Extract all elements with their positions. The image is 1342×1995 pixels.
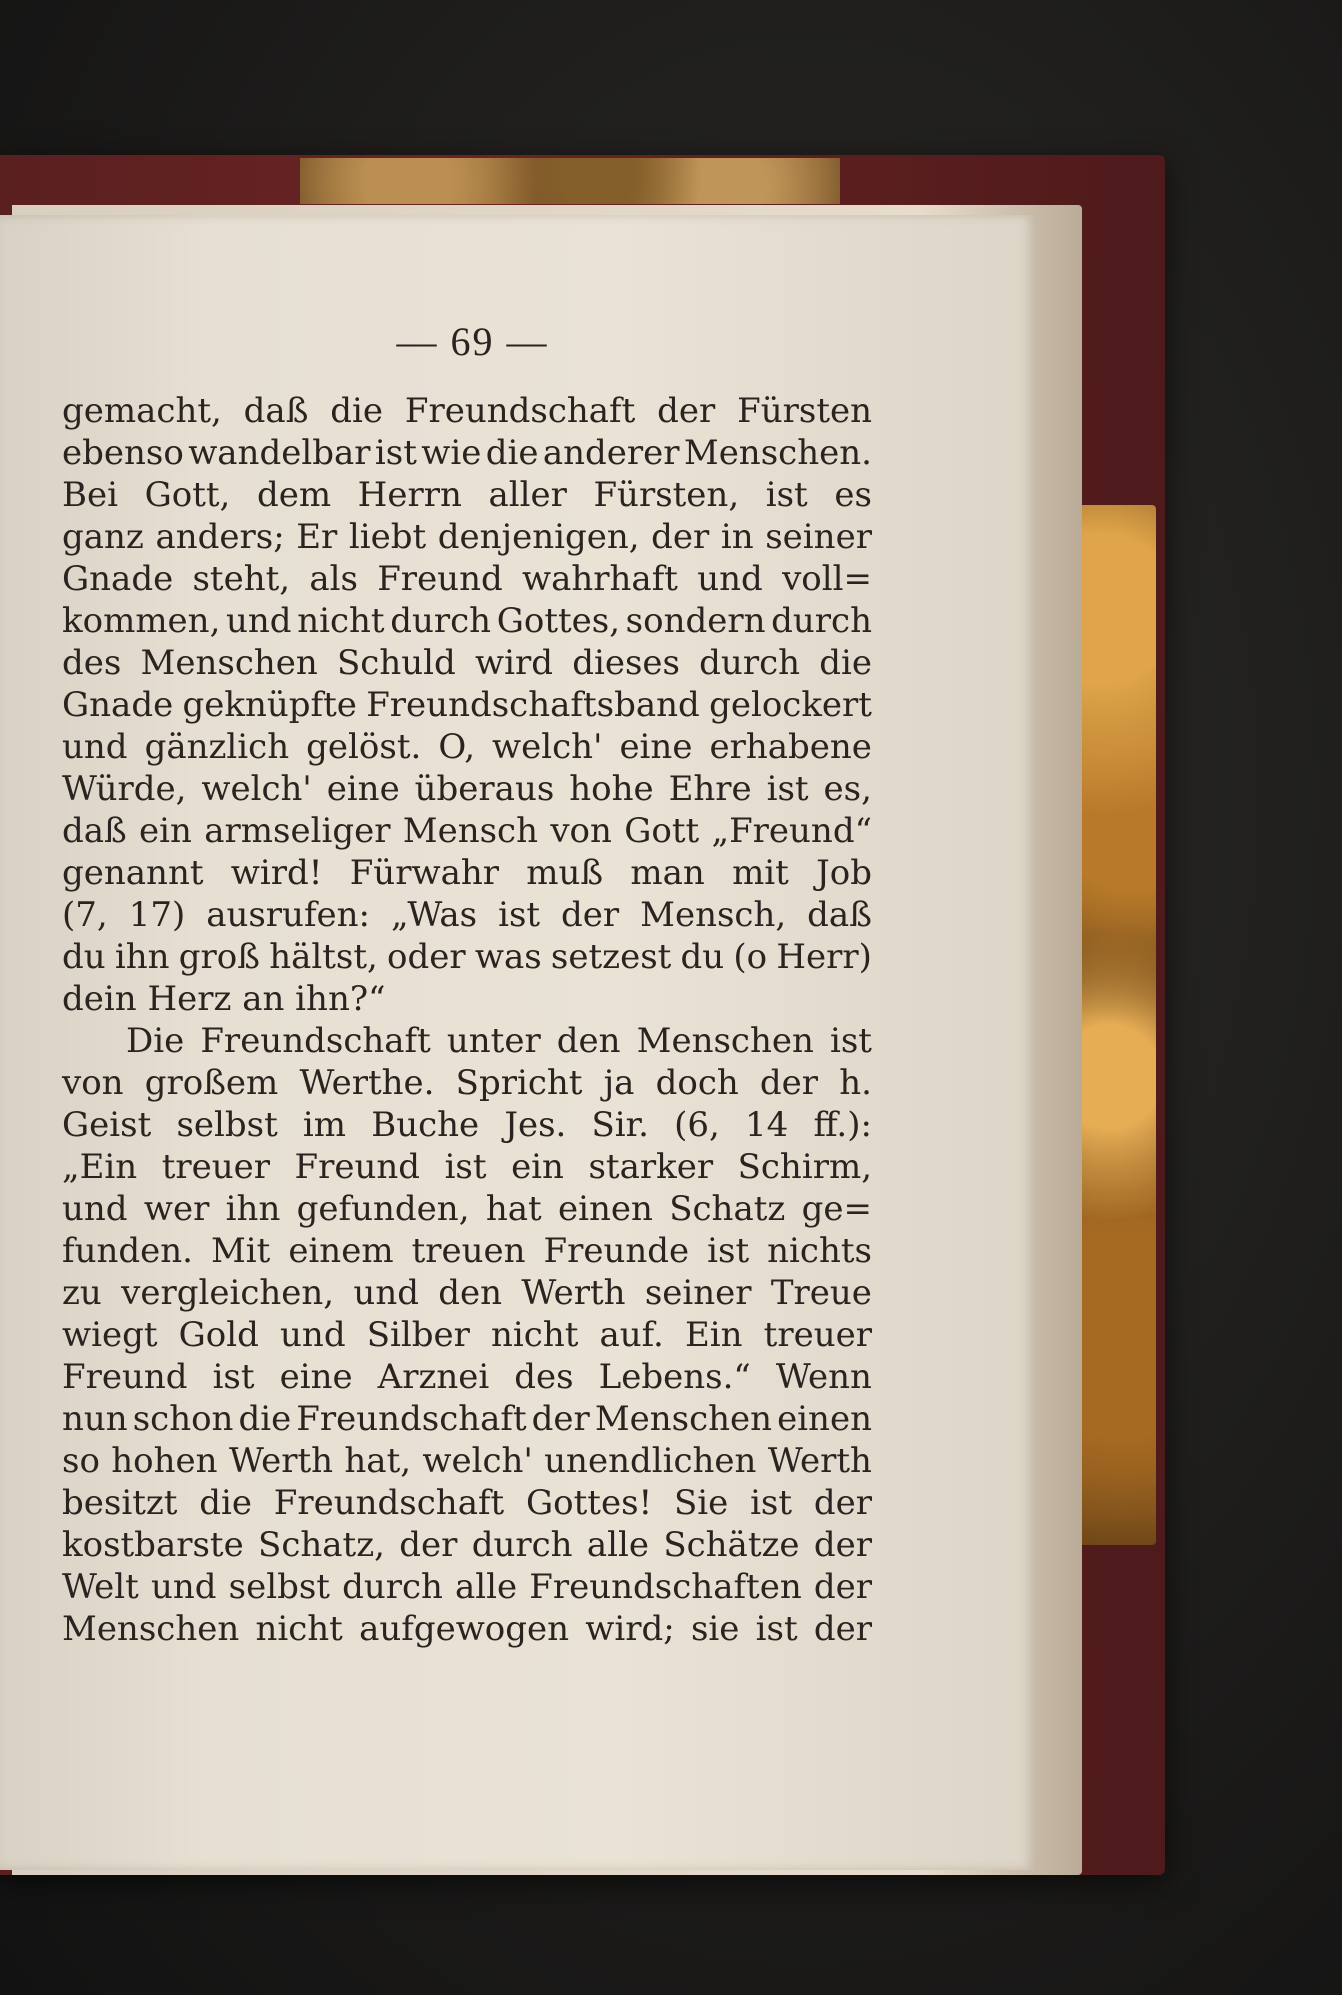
- word: der: [561, 895, 620, 935]
- word: schon: [132, 1399, 234, 1439]
- word: (7,: [62, 895, 108, 935]
- word: Arznei: [377, 1357, 490, 1397]
- word: Menschen: [62, 1609, 240, 1649]
- word: Freundschaft: [273, 1483, 505, 1523]
- word: gefunden,: [296, 1189, 470, 1229]
- word: und: [280, 1315, 346, 1355]
- text-line: [62, 642, 872, 684]
- word: muß: [526, 853, 604, 893]
- word: hältst,: [269, 937, 378, 977]
- word: und: [62, 727, 128, 767]
- word: Gott,: [144, 475, 231, 515]
- word: Menschen: [636, 1021, 814, 1061]
- text-line: [62, 684, 872, 726]
- word: vergleichen,: [121, 1273, 335, 1313]
- word: ist: [765, 475, 808, 515]
- word: die: [199, 1483, 252, 1523]
- word: Schätze: [663, 1525, 800, 1565]
- word: der: [813, 1567, 872, 1607]
- word: dem: [256, 475, 332, 515]
- text-line: [62, 936, 872, 978]
- text-line: [62, 768, 872, 810]
- word: dieses: [572, 643, 680, 683]
- word: gänzlich: [144, 727, 290, 767]
- word: groß: [178, 937, 260, 977]
- word: ihn: [225, 1189, 281, 1229]
- word: und: [353, 1273, 419, 1313]
- word: es: [834, 475, 872, 515]
- word: den: [556, 1021, 621, 1061]
- word: die: [238, 1399, 292, 1439]
- word: du: [680, 937, 725, 977]
- word: besitzt: [62, 1483, 178, 1523]
- word: von: [550, 811, 612, 851]
- word: starker: [588, 1147, 714, 1187]
- word: ist: [374, 433, 417, 473]
- word: ein: [139, 811, 192, 851]
- word: nicht: [297, 601, 385, 641]
- text-line: [62, 1440, 872, 1482]
- word: der: [759, 1063, 819, 1103]
- text-line: [62, 516, 872, 558]
- word: steht,: [192, 559, 291, 599]
- word: Gottes!: [526, 1483, 653, 1523]
- word: Fürwahr: [349, 853, 499, 893]
- word: oder: [387, 937, 466, 977]
- word: Mensch,: [640, 895, 787, 935]
- text-line: [62, 558, 872, 600]
- word: Sie: [673, 1483, 729, 1523]
- word: einem: [288, 1231, 394, 1271]
- word: von: [62, 1063, 124, 1103]
- text-line: [62, 1356, 872, 1398]
- word: die: [330, 391, 384, 431]
- word: unendlichen: [544, 1441, 757, 1481]
- word: man: [630, 853, 705, 893]
- word: Schatz: [669, 1189, 786, 1229]
- word: Gold: [178, 1315, 259, 1355]
- word: der: [651, 517, 710, 557]
- word: ist: [829, 1021, 872, 1061]
- word: durch: [699, 643, 801, 683]
- text-line: [62, 1524, 872, 1566]
- word: eine: [619, 727, 693, 767]
- word: hohe: [569, 769, 654, 809]
- word: aufgewogen: [359, 1609, 570, 1649]
- word: ge=: [801, 1189, 872, 1229]
- word: (o: [733, 937, 768, 977]
- word: der: [813, 1525, 872, 1565]
- text-line: [62, 1188, 872, 1230]
- text-line: [62, 432, 872, 474]
- word: sondern: [625, 601, 766, 641]
- word: der: [813, 1609, 872, 1649]
- word: alle: [586, 1525, 649, 1565]
- word: und: [62, 1189, 128, 1229]
- word: sie: [690, 1609, 740, 1649]
- word: Gott: [624, 811, 700, 851]
- word: Gottes,: [496, 601, 621, 641]
- text-line: [62, 894, 872, 936]
- word: Er: [296, 517, 338, 557]
- page-number: — 69 —: [396, 319, 549, 364]
- word: alle: [455, 1567, 518, 1607]
- word: Freund: [62, 1357, 188, 1397]
- word: eine: [326, 769, 400, 809]
- word: h.: [839, 1063, 872, 1103]
- word: in: [720, 517, 754, 557]
- word: Lebens.“: [598, 1357, 751, 1397]
- text-line: [62, 600, 872, 642]
- word: Freund: [377, 559, 503, 599]
- word: setzest: [550, 937, 672, 977]
- text-line: dein Herz an ihn?“: [62, 979, 386, 1019]
- word: „Freund“: [711, 811, 872, 851]
- word: Herr): [776, 937, 872, 977]
- word: die: [485, 433, 539, 473]
- text-line: [62, 1062, 872, 1104]
- word: und: [226, 601, 292, 641]
- word: durch: [771, 601, 872, 641]
- text-line: [62, 852, 872, 894]
- page-text: [62, 390, 872, 1650]
- word: armseliger: [204, 811, 391, 851]
- text-line: [62, 474, 872, 516]
- text-line: [62, 1272, 872, 1314]
- word: 14: [745, 1105, 789, 1145]
- word: liebt: [348, 517, 427, 557]
- word: seiner: [765, 517, 872, 557]
- word: es,: [823, 769, 872, 809]
- word: Spricht: [455, 1063, 583, 1103]
- word: Freundschaften: [529, 1567, 802, 1607]
- word: ihn: [114, 937, 170, 977]
- text-line: [62, 1020, 872, 1062]
- word: Fürsten,: [593, 475, 740, 515]
- text-line: [62, 390, 872, 432]
- word: der: [813, 1483, 872, 1523]
- word: nichts: [767, 1231, 872, 1271]
- word: ist: [766, 769, 809, 809]
- word: wandelbar: [188, 433, 371, 473]
- word: erhabene: [709, 727, 872, 767]
- word: die: [819, 643, 872, 683]
- word: daß: [62, 811, 127, 851]
- word: funden.: [62, 1231, 193, 1271]
- text-line: [62, 1146, 872, 1188]
- word: O,: [438, 727, 476, 767]
- word: selbst: [176, 1105, 278, 1145]
- word: Mit: [210, 1231, 271, 1271]
- word: Schatz,: [258, 1525, 385, 1565]
- word: ist: [750, 1483, 793, 1523]
- text-line: [62, 1230, 872, 1272]
- word: Gnade: [62, 685, 174, 725]
- word: wird: [474, 643, 553, 683]
- word: voll=: [782, 559, 872, 599]
- word: ist: [212, 1357, 255, 1397]
- word: hat,: [344, 1441, 412, 1481]
- word: ff.):: [813, 1105, 872, 1145]
- word: kommen,: [62, 601, 221, 641]
- word: wiegt: [62, 1315, 158, 1355]
- word: Würde,: [62, 769, 187, 809]
- word: einen: [557, 1189, 653, 1229]
- word: Menschen.: [683, 433, 872, 473]
- word: ist: [755, 1609, 798, 1649]
- word: im: [302, 1105, 347, 1145]
- word: als: [309, 559, 358, 599]
- word: Werth: [767, 1441, 872, 1481]
- word: Schuld: [337, 643, 456, 683]
- word: der: [399, 1525, 458, 1565]
- word: Ein: [684, 1315, 743, 1355]
- word: der: [531, 1399, 590, 1439]
- word: Schirm,: [737, 1147, 872, 1187]
- word: 17): [128, 895, 186, 935]
- word: du: [62, 937, 106, 977]
- word: ein: [511, 1147, 564, 1187]
- word: Freundschaft: [296, 1399, 527, 1439]
- word: wahrhaft: [522, 559, 678, 599]
- text-line: [62, 1608, 872, 1650]
- word: ebenso: [62, 433, 184, 473]
- text-line: [62, 1104, 872, 1146]
- word: Die: [126, 1021, 185, 1061]
- word: welch': [492, 727, 603, 767]
- word: des: [514, 1357, 574, 1397]
- word: Mensch: [402, 811, 539, 851]
- word: genannt: [62, 853, 204, 893]
- text-line: [62, 726, 872, 768]
- word: Freunde: [543, 1231, 690, 1271]
- word: Jes.: [504, 1105, 567, 1145]
- word: Menschen: [594, 1399, 773, 1439]
- word: auf.: [599, 1315, 664, 1355]
- word: durch: [342, 1567, 443, 1607]
- word: daß: [243, 391, 309, 431]
- word: was: [474, 937, 542, 977]
- marbled-top-edge: [300, 158, 840, 204]
- word: nicht: [255, 1609, 343, 1649]
- word: Wenn: [775, 1357, 872, 1397]
- word: und: [697, 559, 763, 599]
- word: zu: [62, 1273, 102, 1313]
- word: ist: [444, 1147, 487, 1187]
- word: ganz: [62, 517, 144, 557]
- text-line: [62, 810, 872, 852]
- word: und: [150, 1567, 217, 1607]
- word: des: [62, 643, 122, 683]
- word: wer: [143, 1189, 210, 1229]
- word: welch': [201, 769, 312, 809]
- word: einen: [777, 1399, 872, 1439]
- word: kostbarste: [62, 1525, 244, 1565]
- word: Bei: [62, 475, 118, 515]
- word: Job: [816, 853, 872, 893]
- word: Freundschaft: [404, 391, 636, 431]
- word: eine: [279, 1357, 353, 1397]
- text-line: [62, 1482, 872, 1524]
- word: ist: [707, 1231, 750, 1271]
- word: unter: [446, 1021, 541, 1061]
- word: daß: [807, 895, 872, 935]
- word: geknüpfte: [182, 685, 357, 725]
- word: seiner: [644, 1273, 752, 1313]
- word: „Was: [390, 895, 478, 935]
- word: selbst: [228, 1567, 330, 1607]
- word: Menschen: [140, 643, 318, 683]
- word: großem: [144, 1063, 279, 1103]
- word: nicht: [491, 1315, 579, 1355]
- word: Buche: [371, 1105, 480, 1145]
- word: wird;: [585, 1609, 675, 1649]
- word: Freundschaft: [200, 1021, 431, 1061]
- text-line: [62, 1314, 872, 1356]
- word: Geist: [62, 1105, 152, 1145]
- word: treuer: [763, 1315, 872, 1355]
- word: anders;: [155, 517, 285, 557]
- word: doch: [655, 1063, 739, 1103]
- word: mit: [732, 853, 789, 893]
- word: Werth: [228, 1441, 334, 1481]
- word: durch: [471, 1525, 573, 1565]
- word: ausrufen:: [206, 895, 371, 935]
- word: ja: [603, 1063, 635, 1103]
- word: Sir.: [591, 1105, 649, 1145]
- word: Fürsten: [737, 391, 872, 431]
- word: Freund: [294, 1147, 421, 1187]
- word: überaus: [414, 769, 555, 809]
- word: wird!: [230, 853, 323, 893]
- word: durch: [390, 601, 492, 641]
- word: treuen: [411, 1231, 526, 1271]
- word: hohen: [111, 1441, 218, 1481]
- word: Treue: [770, 1273, 872, 1313]
- word: Gnade: [62, 559, 174, 599]
- word: Silber: [366, 1315, 470, 1355]
- word: „Ein: [62, 1147, 138, 1187]
- word: den: [438, 1273, 503, 1313]
- word: nun: [62, 1399, 128, 1439]
- word: ist: [498, 895, 541, 935]
- word: der: [657, 391, 716, 431]
- word: denjenigen,: [437, 517, 640, 557]
- word: aller: [488, 475, 567, 515]
- word: so: [62, 1441, 100, 1481]
- word: Herrn: [357, 475, 462, 515]
- word: treuer: [161, 1147, 271, 1187]
- word: hat: [485, 1189, 542, 1229]
- word: (6,: [674, 1105, 720, 1145]
- word: welch': [422, 1441, 533, 1481]
- word: gemacht,: [62, 391, 222, 431]
- word: gelockert: [709, 685, 872, 725]
- word: Werth: [521, 1273, 626, 1313]
- word: Ehre: [668, 769, 752, 809]
- marbled-fore-edge: [1078, 505, 1156, 1545]
- word: Welt: [62, 1567, 139, 1607]
- word: wie: [421, 433, 482, 473]
- text-line: [62, 1398, 872, 1440]
- word: gelöst.: [306, 727, 422, 767]
- word: Freundschaftsband: [366, 685, 700, 725]
- text-line: [62, 1566, 872, 1608]
- word: Werthe.: [299, 1063, 435, 1103]
- word: anderer: [542, 433, 680, 473]
